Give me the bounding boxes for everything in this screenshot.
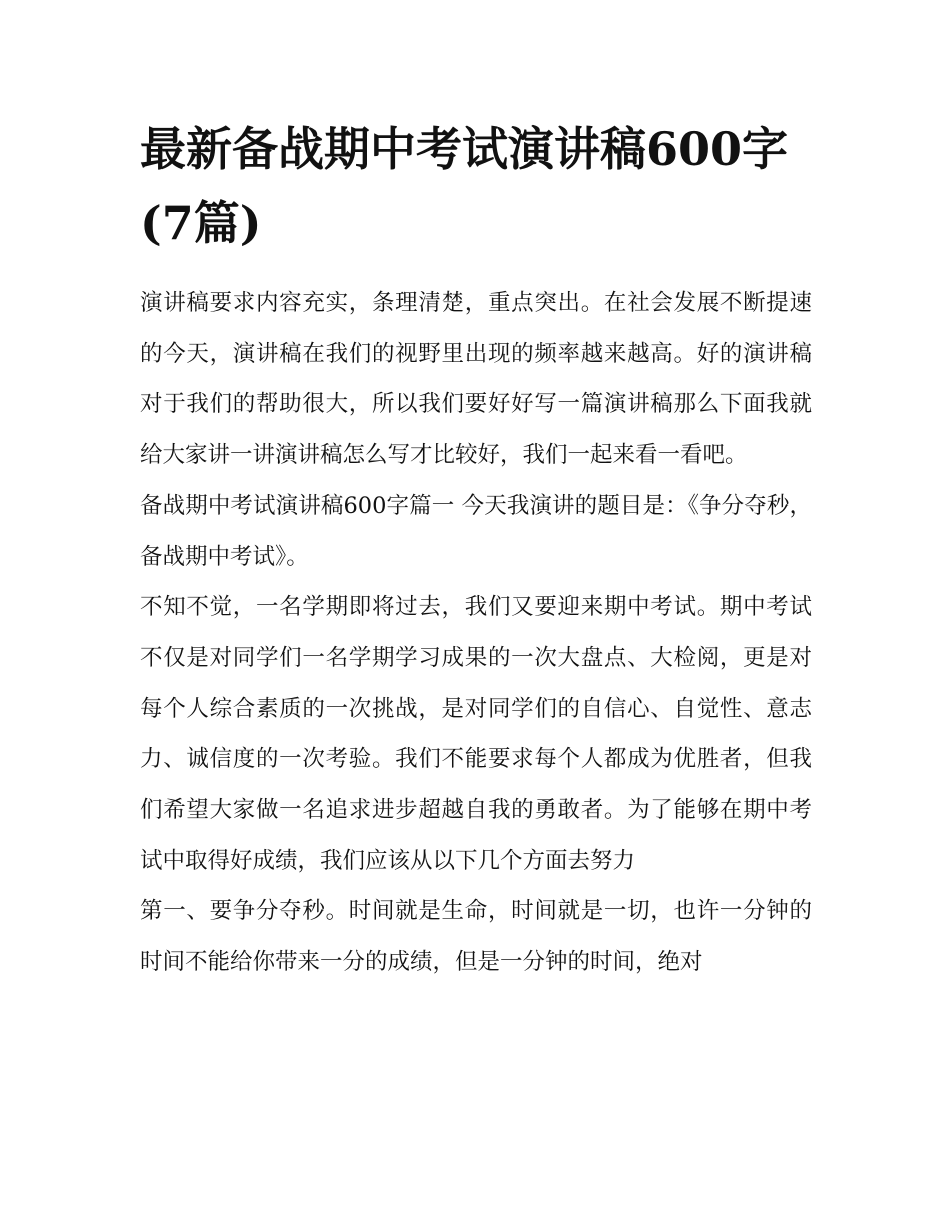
paragraph-point-one: 第一、要争分夺秒。时间就是生命，时间就是一切，也许一分钟的时间不能给你带来一分的成绩，但是一分钟的时间，绝对 [140,898,812,976]
paragraph-exam-approaching: 不知不觉，一名学期即将过去，我们又要迎来期中考试。期中考试不仅是对同学们一名学期学习成果的一次大盘点、大检阅，更是对每个人综合素质的一次挑战，是对同学们的自信心、自觉性、意志力、诚信度的一次考验。我们不能要求每个人都成为优胜者，但我们希望大家做一名追求进步超越自我的勇敢者。为了能够在期中考试中取得好成绩，我们应该从以下几个方面去努力 [140,594,812,874]
paragraph-speech-heading: 备战期中考试演讲稿600字篇一 今天我演讲的题目是：《争分夺秒，备战期中考试》。 [140,492,812,570]
paragraph-intro: 演讲稿要求内容充实，条理清楚，重点突出。在社会发展不断提速的今天，演讲稿在我们的视野里出现的频率越来越高。好的演讲稿对于我们的帮助很大，所以我们要好好写一篇演讲稿那么下面我就给大家讲一讲演讲稿怎么写才比较好，我们一起来看一看吧。 [140,290,812,469]
document-title: 最新备战期中考试演讲稿600字(7篇) [140,122,789,250]
document-body [140,112,812,988]
